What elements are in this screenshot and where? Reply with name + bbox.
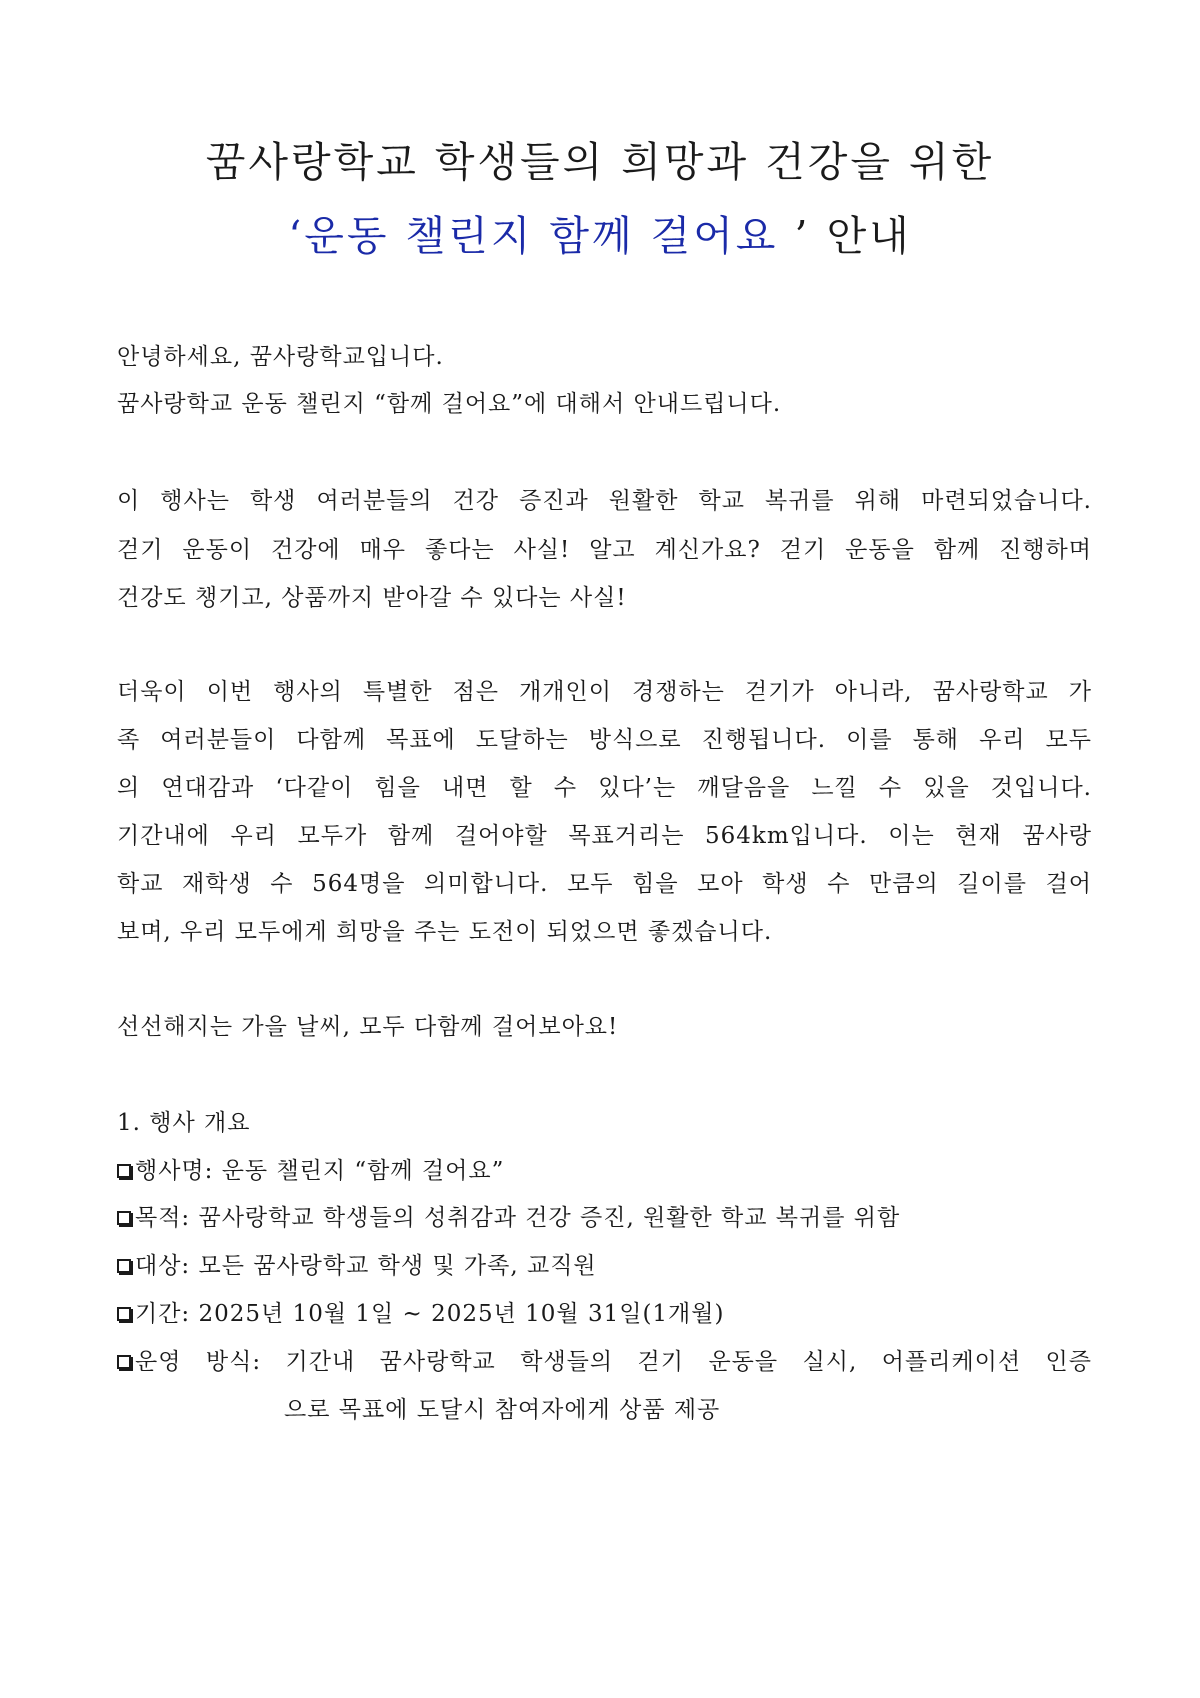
checkbox-icon [117, 1164, 131, 1178]
checkbox-icon [117, 1211, 131, 1225]
overview-item [117, 1343, 1092, 1376]
paragraph2-line: 의 연대감과 ‘다같이 힘을 내면 할 수 있다’는 깨달음을 느낄 수 있을 것입니다. [117, 775, 1092, 801]
overview-item [117, 1295, 724, 1328]
paragraph2-line: 학교 재학생 수 564명을 의미합니다. 모두 힘을 모아 학생 수 만큼의 길이를 걸어 [117, 871, 1092, 897]
paragraph2-line: 기간내에 우리 모두가 함께 걸어야할 목표거리는 564km입니다. 이는 현재 꿈사랑 [117, 823, 1092, 849]
overview-heading: 1. 행사 개요 [117, 1110, 251, 1136]
overview-item [117, 1152, 504, 1185]
paragraph1-line: 이 행사는 학생 여러분들의 건강 증진과 원활한 학교 복귀를 위해 마련되었습니다. [117, 488, 1092, 514]
paragraph2-line: 더욱이 이번 행사의 특별한 점은 개개인이 경쟁하는 걷기가 아니라, 꿈사랑학교 가 [117, 679, 1092, 705]
event-name: 운동 챌린지 함께 걸어요 [304, 212, 779, 260]
overview-item-text: 기간: 2025년 10월 1일 ~ 2025년 10월 31일(1개월) [135, 1301, 725, 1327]
document-title-line2 [0, 212, 1200, 260]
document-title-line1: 꿈사랑학교 학생들의 희망과 건강을 위한 [205, 138, 995, 186]
overview-item [117, 1247, 597, 1280]
overview-item-text: 운영 방식: 기간내 꿈사랑학교 학생들의 걷기 운동을 실시, 어플리케이션 인증 [135, 1349, 1092, 1375]
closing-line: 선선해지는 가을 날씨, 모두 다함께 걸어보아요! [117, 1014, 619, 1040]
paragraph1-line: 걷기 운동이 건강에 매우 좋다는 사실! 알고 계신가요? 걷기 운동을 함께 진행하며 [117, 537, 1092, 563]
overview-item-text: 대상: 모든 꿈사랑학교 학생 및 가족, 교직원 [135, 1253, 597, 1279]
overview-item-text: 행사명: 운동 챌린지 “함께 걸어요” [135, 1158, 505, 1184]
paragraph2-line: 족 여러분들이 다함께 목표에 도달하는 방식으로 진행됩니다. 이를 통해 우리 모두 [117, 727, 1092, 753]
title-suffix: 안내 [826, 212, 912, 260]
checkbox-icon [117, 1355, 131, 1369]
paragraph2-line: 보며, 우리 모두에게 희망을 주는 도전이 되었으면 좋겠습니다. [117, 919, 773, 945]
greeting-line2: 꿈사랑학교 운동 챌린지 “함께 걸어요”에 대해서 안내드립니다. [117, 391, 782, 417]
overview-item-text: 목적: 꿈사랑학교 학생들의 성취감과 건강 증진, 원활한 학교 복귀를 위함 [135, 1205, 901, 1231]
checkbox-icon [117, 1259, 131, 1273]
overview-item-continuation: 으로 목표에 도달시 참여자에게 상품 제공 [284, 1397, 721, 1423]
title-close-quote: ’ [794, 212, 811, 260]
greeting-line1: 안녕하세요, 꿈사랑학교입니다. [117, 344, 444, 370]
checkbox-icon [117, 1307, 131, 1321]
title-open-quote: ‘ [288, 212, 305, 260]
paragraph1-line: 건강도 챙기고, 상품까지 받아갈 수 있다는 사실! [117, 585, 627, 611]
overview-item [117, 1199, 900, 1232]
